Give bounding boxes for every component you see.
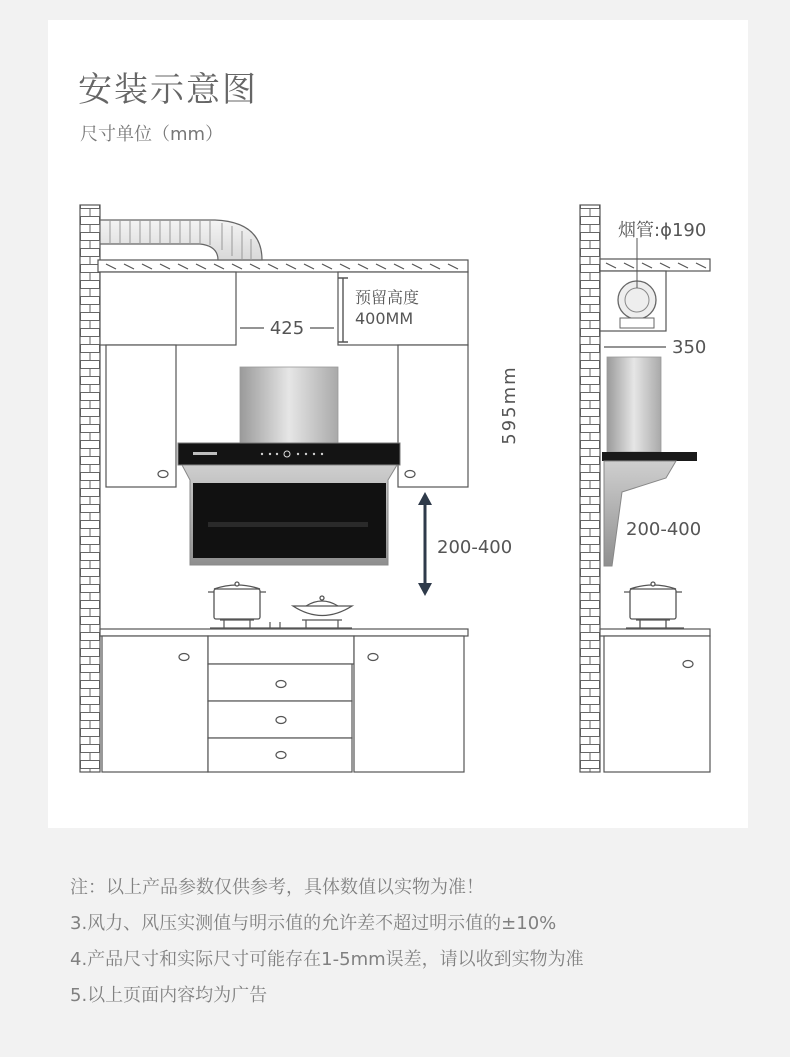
side-control-panel [602, 452, 697, 461]
glass-reflection [208, 522, 368, 527]
side-install-height-label: 200-400 [626, 519, 702, 540]
front-view [80, 205, 520, 772]
base-cabinet-right [354, 636, 464, 772]
base-cabinet-top-rail [208, 636, 354, 664]
duct-label: 烟管:ϕ190 [618, 220, 707, 241]
side-base-cabinet [604, 636, 710, 772]
install-height-arrow [418, 492, 432, 596]
note-line: 3.风力、风压实测值与明示值的允许差不超过明示值的±10% [70, 913, 557, 934]
clearance-label: 预留高度 [355, 288, 420, 307]
side-countertop [600, 629, 710, 636]
front-left-wall [80, 205, 100, 772]
front-ceiling-beam [98, 260, 468, 272]
unit-note: 尺寸单位（mm） [80, 124, 224, 145]
drawer [208, 701, 352, 738]
note-line: 5.以上页面内容均为广告 [70, 985, 268, 1006]
note-line: 注：以上产品参数仅供参考，具体数值以实物为准！ [70, 877, 484, 898]
page-title: 安装示意图 [78, 70, 258, 110]
hood-glass-panel [193, 483, 386, 558]
stock-pot [208, 582, 266, 619]
upper-cabinet-left [100, 272, 236, 345]
install-height-label: 200-400 [437, 537, 513, 558]
side-view [580, 205, 710, 772]
wall-cabinet-left [106, 345, 176, 487]
hood-chimney [240, 367, 338, 445]
notes-block [70, 870, 584, 1014]
side-wall [580, 205, 600, 772]
side-ceiling-beam [600, 259, 710, 271]
base-cabinet-left [102, 636, 208, 772]
flexible-duct [100, 220, 262, 260]
side-chimney [607, 357, 661, 452]
brand-logo [193, 452, 217, 455]
wok [293, 596, 352, 616]
burners [210, 620, 352, 628]
hood-height-label: 595mm [499, 365, 520, 445]
depth-label: 350 [672, 337, 707, 358]
drawer [208, 738, 352, 772]
note-line: 4.产品尺寸和实际尺寸可能存在1-5mm误差，请以收到实物为准 [70, 949, 584, 970]
clearance-value: 400MM [355, 309, 414, 328]
countertop [100, 629, 468, 636]
side-hood-body [604, 461, 676, 566]
width-label: 425 [269, 318, 305, 339]
side-stock-pot [624, 582, 684, 628]
drawer [208, 664, 352, 701]
wall-cabinet-right [398, 345, 468, 487]
